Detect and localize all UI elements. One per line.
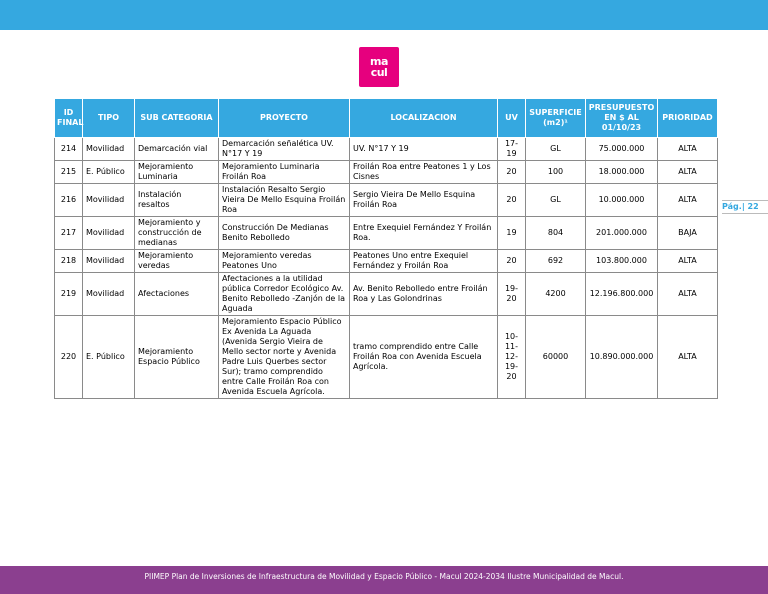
table-row <box>55 217 718 250</box>
table-cell: Av. Benito Rebolledo entre Froilán Roa y Las Golondrinas <box>350 273 498 316</box>
table-cell: 20 <box>498 161 526 184</box>
table-cell: GL <box>526 138 586 161</box>
top-banner <box>0 0 768 30</box>
table-cell: 20 <box>498 250 526 273</box>
table-cell: Movilidad <box>83 184 135 217</box>
table-cell: Movilidad <box>83 273 135 316</box>
table-cell: Mejoramiento veredas Peatones Uno <box>219 250 350 273</box>
table-body <box>55 138 718 399</box>
table-row <box>55 138 718 161</box>
table-row <box>55 184 718 217</box>
footer-text: PIIMEP Plan de Inversiones de Infraestructura de Movilidad y Espacio Público - Macul 2024-2034 Ilustre Municipalidad de Macul. <box>144 572 624 581</box>
column-header: PROYECTO <box>219 99 350 138</box>
table-cell: 19 <box>498 217 526 250</box>
table-cell: Afectaciones a la utilidad pública Corredor Ecológico Av. Benito Rebolledo -Zanjón de la Aguada <box>219 273 350 316</box>
table-cell: BAJA <box>658 217 718 250</box>
table-cell: 12.196.800.000 <box>586 273 658 316</box>
table-cell: Construcción De Medianas Benito Rebolledo <box>219 217 350 250</box>
table-cell: Movilidad <box>83 217 135 250</box>
table-cell: Instalación Resalto Sergio Vieira De Mello Esquina Froilán Roa <box>219 184 350 217</box>
logo-line-1: ma <box>370 55 388 68</box>
table-cell: ALTA <box>658 316 718 399</box>
table-cell: tramo comprendido entre Calle Froilán Roa con Avenida Escuela Agrícola. <box>350 316 498 399</box>
table-cell: Entre Exequiel Fernández Y Froilán Roa. <box>350 217 498 250</box>
table-cell: Movilidad <box>83 250 135 273</box>
column-header: TIPO <box>83 99 135 138</box>
table-cell: Afectaciones <box>135 273 219 316</box>
projects-table-container <box>54 98 717 399</box>
table-cell: ALTA <box>658 138 718 161</box>
table-row <box>55 161 718 184</box>
table-cell: ALTA <box>658 273 718 316</box>
table-cell: Froilán Roa entre Peatones 1 y Los Cisnes <box>350 161 498 184</box>
table-cell: Mejoramiento Espacio Público Ex Avenida La Aguada (Avenida Sergio Vieira de Mello sector norte y Avenida Padre Luis Querbes sector Sur); tramo comprendido entre Calle Froilán Roa con Avenida Escuela Agrícola. <box>219 316 350 399</box>
table-cell: Mejoramiento Espacio Público <box>135 316 219 399</box>
table-cell: 215 <box>55 161 83 184</box>
table-cell: 10- 11- 12- 19- 20 <box>498 316 526 399</box>
table-cell: 220 <box>55 316 83 399</box>
table-cell: 18.000.000 <box>586 161 658 184</box>
table-cell: 10.890.000.000 <box>586 316 658 399</box>
table-cell: 10.000.000 <box>586 184 658 217</box>
macul-logo <box>359 47 399 87</box>
table-cell: 219 <box>55 273 83 316</box>
table-cell: Instalación resaltos <box>135 184 219 217</box>
table-cell: 692 <box>526 250 586 273</box>
column-header: LOCALIZACION <box>350 99 498 138</box>
table-cell: E. Público <box>83 316 135 399</box>
table-row <box>55 273 718 316</box>
page-number-rule-top <box>722 200 768 201</box>
table-cell: 4200 <box>526 273 586 316</box>
table-cell: Movilidad <box>83 138 135 161</box>
table-cell: UV. N°17 Y 19 <box>350 138 498 161</box>
column-header: UV <box>498 99 526 138</box>
table-cell: GL <box>526 184 586 217</box>
projects-table <box>54 98 718 399</box>
table-cell: 218 <box>55 250 83 273</box>
table-cell: 103.800.000 <box>586 250 658 273</box>
table-cell: ALTA <box>658 250 718 273</box>
table-cell: Mejoramiento veredas <box>135 250 219 273</box>
table-cell: E. Público <box>83 161 135 184</box>
page-number: Pág.| 22 <box>722 202 759 211</box>
column-header: ID FINAL <box>55 99 83 138</box>
table-cell: 17- 19 <box>498 138 526 161</box>
table-cell: Demarcación vial <box>135 138 219 161</box>
table-cell: 216 <box>55 184 83 217</box>
table-row <box>55 316 718 399</box>
table-cell: Demarcación señalética UV. N°17 Y 19 <box>219 138 350 161</box>
table-cell: 217 <box>55 217 83 250</box>
table-cell: 804 <box>526 217 586 250</box>
table-cell: Mejoramiento Luminaria <box>135 161 219 184</box>
table-cell: 20 <box>498 184 526 217</box>
column-header: PRESUPUESTO EN $ AL 01/10/23 <box>586 99 658 138</box>
table-cell: 100 <box>526 161 586 184</box>
table-cell: 201.000.000 <box>586 217 658 250</box>
table-cell: Peatones Uno entre Exequiel Fernández y Froilán Roa <box>350 250 498 273</box>
table-cell: Sergio Vieira De Mello Esquina Froilán Roa <box>350 184 498 217</box>
table-header-row <box>55 99 718 138</box>
column-header: SUPERFICIE (m2)¹ <box>526 99 586 138</box>
table-cell: Mejoramiento y construcción de medianas <box>135 217 219 250</box>
footer-banner <box>0 566 768 594</box>
table-cell: 60000 <box>526 316 586 399</box>
table-row <box>55 250 718 273</box>
table-cell: 214 <box>55 138 83 161</box>
column-header: SUB CATEGORIA <box>135 99 219 138</box>
table-cell: Mejoramiento Luminaria Froilán Roa <box>219 161 350 184</box>
table-cell: ALTA <box>658 161 718 184</box>
table-cell: 75.000.000 <box>586 138 658 161</box>
page-number-rule-bottom <box>722 213 768 214</box>
table-cell: ALTA <box>658 184 718 217</box>
logo-line-2: cul <box>370 66 388 79</box>
column-header: PRIORIDAD <box>658 99 718 138</box>
table-cell: 19- 20 <box>498 273 526 316</box>
